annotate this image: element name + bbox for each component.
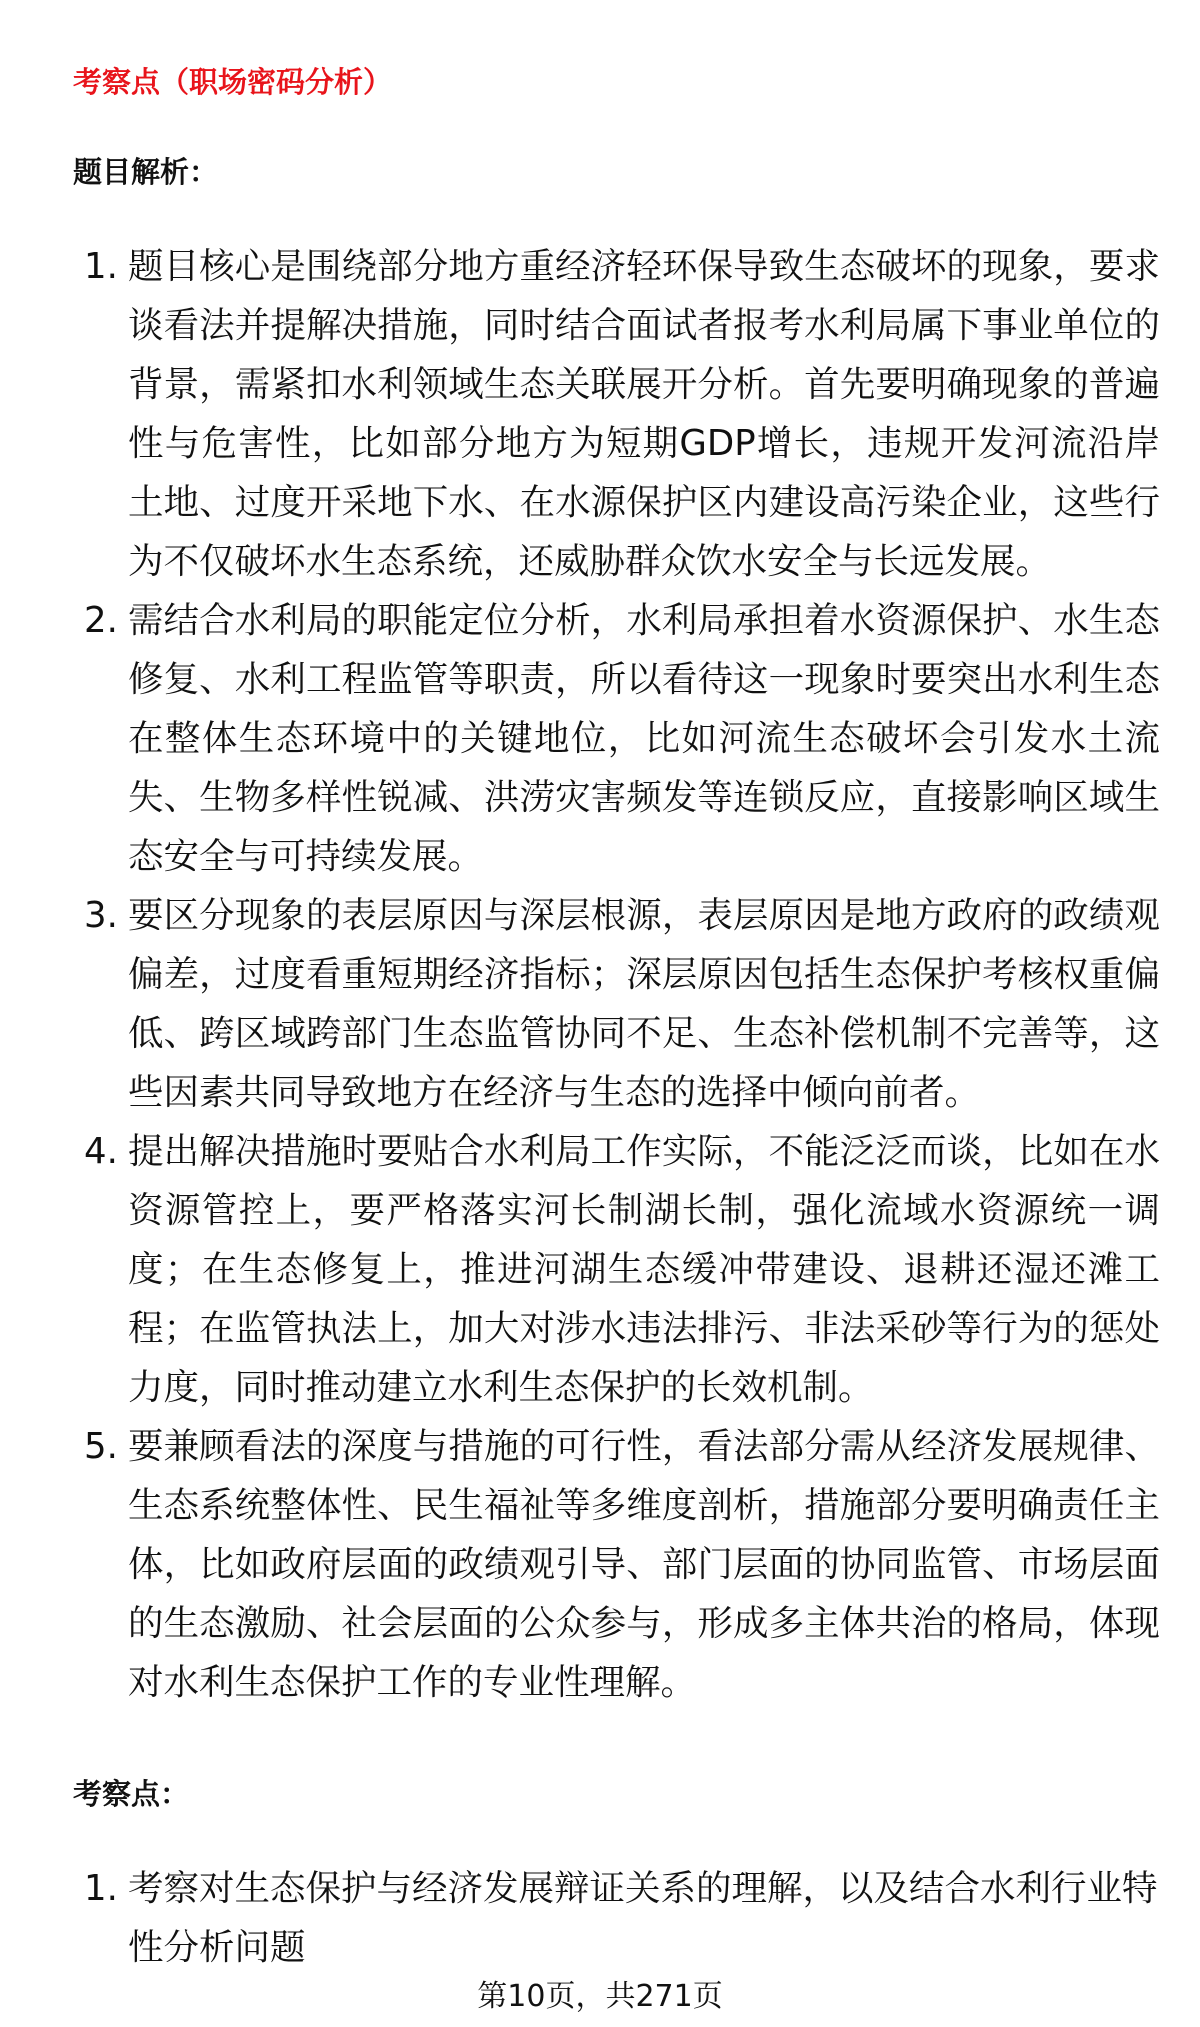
item-number: 5. bbox=[84, 1426, 118, 1467]
item-text: 要区分现象的表层原因与深层根源，表层原因是地方政府的政绩观偏差，过度看重短期经济指标；深层原因包括生态保护考核权重偏低、跨区域跨部门生态监管协同不足、生态补偿机制不完善等，这些因素共同导致地方在经济与生态的选择中倾向前者。 bbox=[128, 895, 1160, 1113]
points-list bbox=[0, 1859, 1200, 1977]
item-text: 题目核心是围绕部分地方重经济轻环保导致生态破坏的现象，要求谈看法并提解决措施，同时结合面试者报考水利局属下事业单位的背景，需紧扣水利领域生态关联展开分析。首先要明确现象的普遍性与危害性，比如部分地方为短期GDP增长，违规开发河流沿岸土地、过度开采地下水、在水源保护区内建设高污染企业，这些行为不仅破坏水生态系统，还威胁群众饮水安全与长远发展。 bbox=[128, 246, 1160, 582]
page-footer: 第10页，共271页 bbox=[477, 1979, 723, 2014]
item-number: 2. bbox=[84, 600, 118, 641]
analysis-list bbox=[0, 237, 1200, 1712]
list-item bbox=[0, 1417, 1160, 1712]
list-item bbox=[0, 591, 1160, 886]
list-item bbox=[0, 237, 1160, 591]
list-item bbox=[0, 1122, 1160, 1417]
item-text: 提出解决措施时要贴合水利局工作实际，不能泛泛而谈，比如在水资源管控上，要严格落实河长制湖长制，强化流域水资源统一调度；在生态修复上，推进河湖生态缓冲带建设、退耕还湿还滩工程；在监管执法上，加大对涉水违法排污、非法采砂等行为的惩处力度，同时推动建立水利生态保护的长效机制。 bbox=[128, 1131, 1160, 1408]
item-text: 考察对生态保护与经济发展辩证关系的理解，以及结合水利行业特性分析问题 bbox=[128, 1868, 1158, 1968]
analysis-heading: 题目解析： bbox=[73, 155, 219, 189]
list-item bbox=[0, 886, 1160, 1122]
list-item bbox=[0, 1859, 1160, 1977]
item-text: 需结合水利局的职能定位分析，水利局承担着水资源保护、水生态修复、水利工程监管等职责，所以看待这一现象时要突出水利生态在整体生态环境中的关键地位，比如河流生态破坏会引发水土流失、生物多样性锐减、洪涝灾害频发等连锁反应，直接影响区域生态安全与可持续发展。 bbox=[128, 600, 1160, 877]
item-number: 1. bbox=[84, 1868, 118, 1909]
item-number: 3. bbox=[84, 895, 118, 936]
item-number: 4. bbox=[84, 1131, 118, 1172]
section-title: 考察点（职场密码分析） bbox=[73, 65, 393, 99]
item-text: 要兼顾看法的深度与措施的可行性，看法部分需从经济发展规律、生态系统整体性、民生福祉等多维度剖析，措施部分要明确责任主体，比如政府层面的政绩观引导、部门层面的协同监管、市场层面的生态激励、社会层面的公众参与，形成多主体共治的格局，体现对水利生态保护工作的专业性理解。 bbox=[128, 1426, 1160, 1703]
points-heading: 考察点： bbox=[73, 1777, 190, 1811]
item-number: 1. bbox=[84, 246, 118, 287]
